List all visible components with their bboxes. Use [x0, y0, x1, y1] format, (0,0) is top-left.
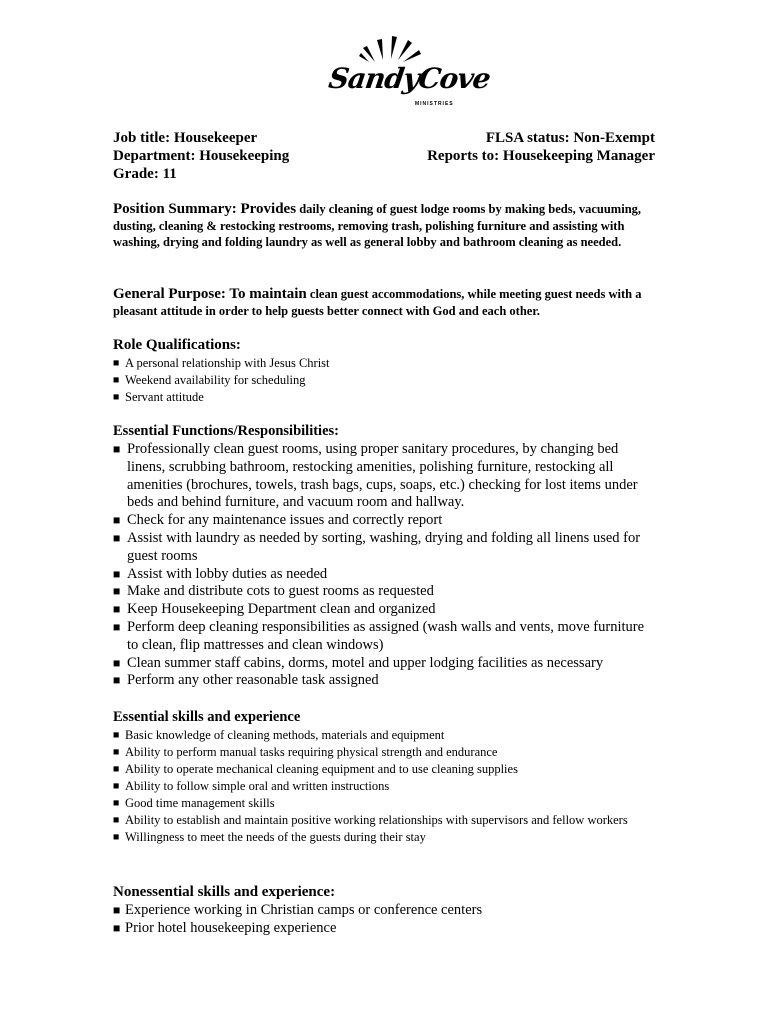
position-summary-text: daily cleaning of guest lodge rooms by making beds, vacuuming, dusting, cleaning & restocking restrooms, removing trash, polishing furniture and assisting with washing, drying and folding laundry as well as general lobby and bathroom cleaning as needed.: [113, 202, 642, 249]
essential-skills-list: [113, 727, 658, 846]
general-purpose: [113, 286, 653, 319]
list-item: ■ Make and distribute cots to guest rooms as requested: [113, 583, 658, 601]
position-summary-lead: Position Summary: Provides: [113, 201, 297, 217]
list-item: ■ Weekend availability for scheduling: [113, 372, 330, 389]
logo-subtitle: MINISTRIES: [415, 101, 454, 107]
list-item: ■ Clean summer staff cabins, dorms, motel and upper lodging facilities as necessary: [113, 655, 658, 673]
reports-to: Reports to: Housekeeping Manager: [427, 148, 655, 164]
essential-skills-heading: Essential skills and experience: [113, 709, 301, 725]
list-item: ■ Ability to follow simple oral and written instructions: [113, 778, 658, 795]
list-item: ■ Servant attitude: [113, 389, 330, 406]
nonessential-skills-heading: Nonessential skills and experience:: [113, 884, 336, 900]
list-item: ■ Ability to perform manual tasks requiring physical strength and endurance: [113, 744, 658, 761]
grade: Grade: 11: [113, 166, 177, 182]
list-item: ■ Perform any other reasonable task assigned: [113, 672, 658, 690]
flsa-status: FLSA status: Non-Exempt: [485, 130, 655, 146]
essential-functions-list: [113, 441, 658, 690]
list-item: ■ Check for any maintenance issues and correctly report: [113, 512, 658, 530]
role-qualifications-heading: Role Qualifications:: [113, 337, 241, 353]
list-item: ■ Assist with lobby duties as needed: [113, 566, 658, 584]
list-item: ■ Professionally clean guest rooms, using proper sanitary procedures, by changing bed linens, scrubbing bathroom, restocking amenities, polishing furniture, restocking all amenities (brochures, towels, trash bags, cups, soaps, etc.) checking for lost items under beds and behind furniture, and vacuum room and hallway.: [113, 441, 658, 512]
sandy-cove-logo: [325, 34, 492, 114]
job-title: Job title: Housekeeper: [113, 130, 258, 146]
general-purpose-lead: General Purpose: To maintain: [113, 286, 307, 302]
sunburst-icon: [355, 34, 435, 64]
list-item: ■ Experience working in Christian camps or conference centers: [113, 902, 482, 920]
list-item: ■ Ability to establish and maintain positive working relationships with supervisors and fellow workers: [113, 812, 658, 829]
general-purpose-text: clean guest accommodations, while meeting guest needs with a pleasant attitude in order to help guests better connect with God and each other.: [113, 287, 642, 318]
nonessential-skills-list: [113, 902, 482, 938]
list-item: ■ Perform deep cleaning responsibilities as assigned (wash walls and vents, move furniture to clean, flip mattresses and clean windows): [113, 619, 658, 655]
list-item: ■ Keep Housekeeping Department clean and organized: [113, 601, 658, 619]
position-summary: [113, 201, 653, 251]
list-item: ■ Assist with laundry as needed by sorting, washing, drying and folding all linens used for guest rooms: [113, 530, 658, 566]
department: Department: Housekeeping: [113, 148, 290, 164]
list-item: ■ Basic knowledge of cleaning methods, materials and equipment: [113, 727, 658, 744]
list-item: ■ Good time management skills: [113, 795, 658, 812]
list-item: ■ Willingness to meet the needs of the guests during their stay: [113, 829, 658, 846]
logo-wordmark: SandyCove: [326, 62, 492, 95]
list-item: ■ Prior hotel housekeeping experience: [113, 920, 482, 938]
list-item: ■ A personal relationship with Jesus Christ: [113, 355, 330, 372]
essential-functions-heading: Essential Functions/Responsibilities:: [113, 423, 339, 439]
role-qualifications-list: [113, 355, 330, 406]
list-item: ■ Ability to operate mechanical cleaning equipment and to use cleaning supplies: [113, 761, 658, 778]
